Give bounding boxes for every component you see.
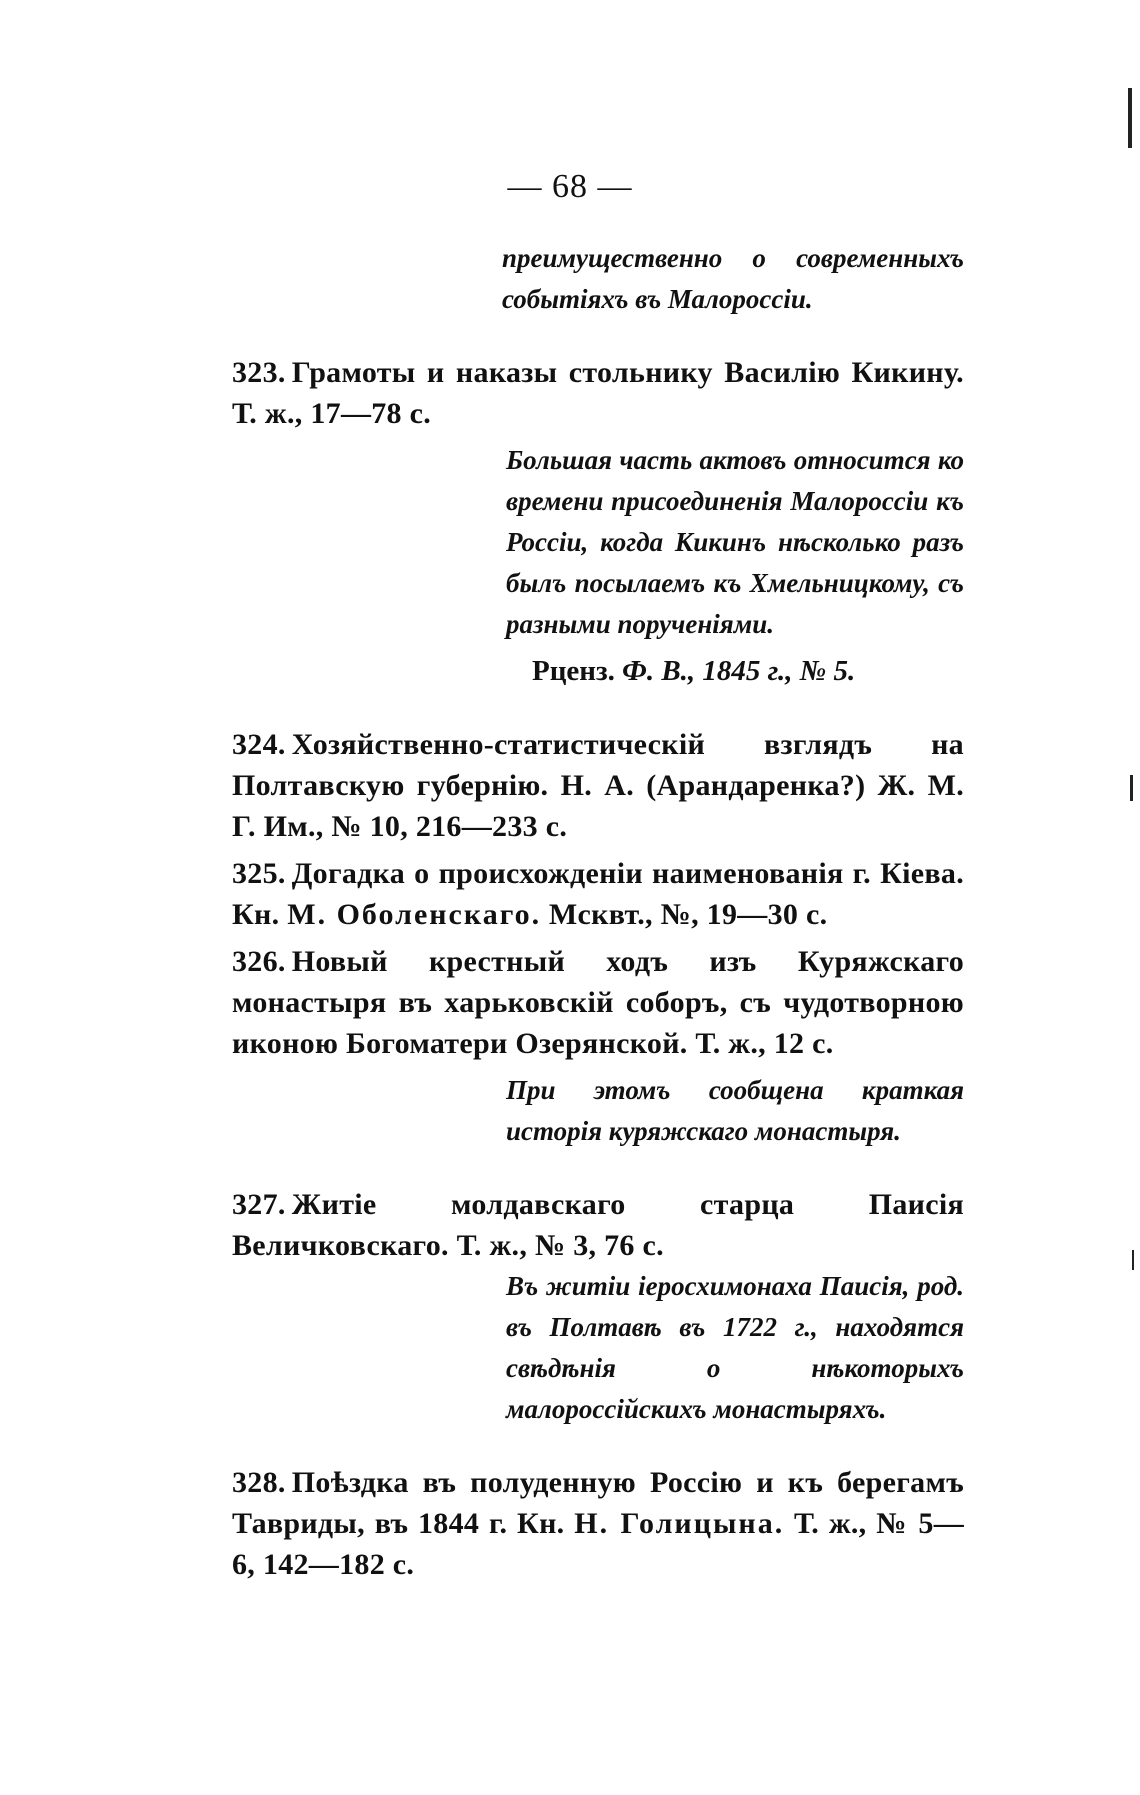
bibliography-entry-324 <box>232 724 964 847</box>
bibliography-entry-326 <box>232 941 964 1064</box>
entry-number: 328. <box>232 1466 286 1499</box>
bibliography-entry-323 <box>232 352 964 434</box>
scan-edge-mark <box>1132 1250 1134 1270</box>
entry-number: 327. <box>232 1188 286 1221</box>
continued-note: преимущественно о современныхъ событіяхъ въ Малороссіи. <box>502 243 964 314</box>
entry-number: 326. <box>232 945 286 978</box>
review-source: Ф. В., 1845 г., № 5. <box>622 655 856 687</box>
entry-text-tail: Т. ж., № 5—6, 142—182 с. <box>232 1507 964 1581</box>
scan-edge-mark <box>1128 88 1132 148</box>
entry-text: Грамоты и наказы стольнику Василію Кикину. Т. ж., 17—78 с. <box>232 356 964 430</box>
bibliography-entry-327 <box>232 1184 964 1266</box>
entry-number: 324. <box>232 728 286 761</box>
entry-text: Житіе молдавскаго старца Паисія Величковскаго. Т. ж., № 3, 76 с. <box>232 1188 964 1262</box>
entry-author: Н. Голицына. <box>574 1507 785 1540</box>
entry-number: 323. <box>232 356 286 389</box>
page-number: — 68 — <box>507 168 633 205</box>
entry-author: М. Оболенскаго. <box>287 898 542 931</box>
bibliography-entry-325 <box>232 853 964 935</box>
entry-note: Большая часть актовъ относится ко времени присоединенія Малороссіи къ Россіи, когда Кикинъ нѣсколько разъ былъ посылаемъ къ Хмельницкому, съ разными порученіями. <box>506 445 964 639</box>
entry-text: Хозяйственно-статистическій взглядъ на Полтавскую губернію. Н. А. (Арандаренка?) Ж. М. Г. Им., № 10, 216—233 с. <box>232 728 964 843</box>
review-prefix: Рценз. <box>532 655 615 687</box>
entry-text: Догадка о происхожденіи наименованія г. Кіева. Кн. <box>232 857 964 931</box>
entry-text: Поѣздка въ полуденную Россію и къ берегамъ Тавриды, въ 1844 г. Кн. <box>232 1466 964 1540</box>
entry-text-tail: Мсквт., №, 19—30 с. <box>541 898 828 931</box>
scan-edge-mark <box>1130 775 1133 801</box>
bibliography-entry-328 <box>232 1462 964 1585</box>
review-citation <box>532 651 964 692</box>
entry-number: 325. <box>232 857 286 890</box>
entry-note: При этомъ сообщена краткая исторія куряжскаго монастыря. <box>506 1075 964 1146</box>
entry-note: Въ житіи іеросхимонаха Паисія, род. въ Полтавѣ въ 1722 г., находятся свѣдѣнія о нѣкоторыхъ малороссійскихъ монастыряхъ. <box>506 1271 964 1424</box>
page-body <box>232 238 964 1585</box>
entry-text: Новый крестный ходъ изъ Куряжскаго монастыря въ харьковскій соборъ, съ чудотворною иконою Богоматери Озерянской. Т. ж., 12 с. <box>232 945 964 1060</box>
